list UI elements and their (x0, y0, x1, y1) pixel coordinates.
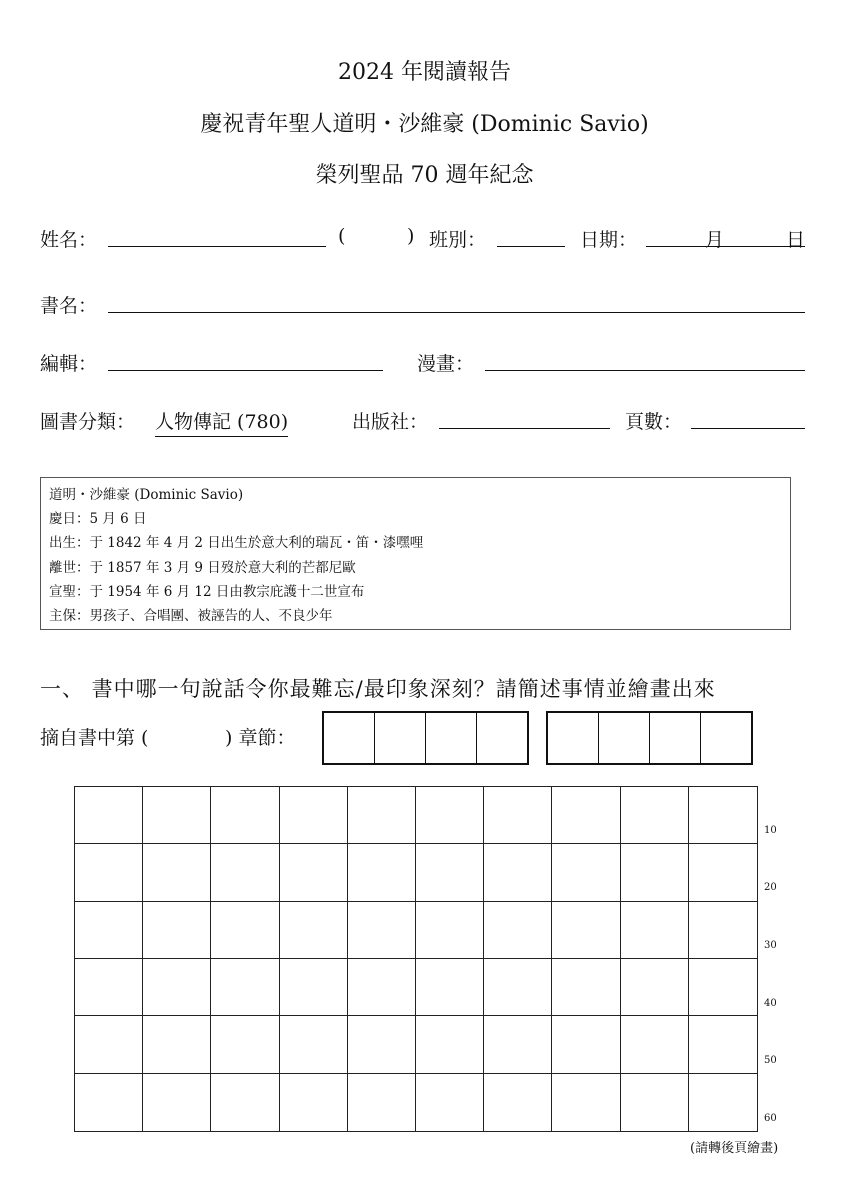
report-anniversary-line: 榮列聖品 70 週年紀念 (315, 163, 534, 188)
category-value: 人物傳記 (780) (155, 407, 288, 437)
grid-cell[interactable] (280, 902, 348, 959)
chapter-prefix: 摘自書中第 ( (40, 727, 149, 749)
date-label: 日期： (580, 229, 638, 251)
chapter-suffix: ) 章節： (225, 727, 296, 749)
chapter-box[interactable] (548, 713, 599, 763)
info-line: 離世：于 1857 年 3 月 9 日歿於意大利的芒都尼歐 (49, 559, 356, 576)
book-title-label: 書名： (40, 295, 98, 317)
chapter-boxes-right (546, 711, 753, 765)
writing-grid (74, 786, 758, 1132)
grid-cell[interactable] (143, 844, 211, 901)
grid-cell[interactable] (552, 787, 620, 844)
question-1-title: 一、 書中哪一句說話令你最難忘/最印象深刻？請簡述事情並繪畫出來 (40, 677, 716, 701)
class-field[interactable] (497, 224, 565, 247)
grid-cell[interactable] (621, 902, 689, 959)
chapter-boxes-left (322, 711, 529, 765)
class-number-paren-open: ( (338, 225, 346, 247)
class-label: 班別： (429, 229, 487, 251)
grid-cell[interactable] (689, 902, 757, 959)
row-number: 40 (764, 998, 777, 1009)
publisher-label: 出版社： (352, 411, 429, 433)
book-title-field[interactable] (108, 290, 805, 313)
grid-cell[interactable] (211, 1016, 279, 1073)
row-number: 30 (764, 940, 777, 951)
grid-cell[interactable] (689, 787, 757, 844)
grid-cell[interactable] (75, 959, 143, 1016)
grid-cell[interactable] (552, 902, 620, 959)
grid-cell[interactable] (75, 844, 143, 901)
row-number: 20 (764, 882, 777, 893)
grid-cell[interactable] (689, 1074, 757, 1131)
grid-cell[interactable] (484, 959, 552, 1016)
grid-cell[interactable] (280, 844, 348, 901)
grid-cell[interactable] (280, 787, 348, 844)
grid-cell[interactable] (552, 1016, 620, 1073)
grid-cell[interactable] (348, 844, 416, 901)
chapter-box[interactable] (324, 713, 375, 763)
grid-cell[interactable] (348, 902, 416, 959)
grid-cell[interactable] (484, 844, 552, 901)
grid-cell[interactable] (348, 959, 416, 1016)
grid-cell[interactable] (484, 902, 552, 959)
grid-cell[interactable] (211, 1074, 279, 1131)
info-line: 出生：于 1842 年 4 月 2 日出生於意大利的瑞瓦・笛・漆嘿哩 (49, 535, 424, 552)
report-subtitle: 慶祝青年聖人道明・沙維豪 (Dominic Savio) (200, 112, 649, 137)
grid-cell[interactable] (143, 959, 211, 1016)
grid-cell[interactable] (143, 1016, 211, 1073)
grid-cell[interactable] (689, 844, 757, 901)
grid-cell[interactable] (143, 902, 211, 959)
grid-cell[interactable] (75, 787, 143, 844)
grid-cell[interactable] (280, 1016, 348, 1073)
grid-cell[interactable] (211, 959, 279, 1016)
row-number: 60 (764, 1113, 777, 1124)
grid-cell[interactable] (75, 902, 143, 959)
grid-cell[interactable] (211, 844, 279, 901)
grid-cell[interactable] (143, 1074, 211, 1131)
grid-cell[interactable] (552, 844, 620, 901)
chapter-box[interactable] (599, 713, 650, 763)
grid-cell[interactable] (621, 959, 689, 1016)
chapter-box[interactable] (426, 713, 477, 763)
grid-cell[interactable] (484, 1074, 552, 1131)
grid-cell[interactable] (621, 844, 689, 901)
saint-info-box (40, 477, 791, 630)
date-field[interactable] (646, 224, 805, 247)
chapter-box[interactable] (650, 713, 701, 763)
info-line: 道明・沙維豪 (Dominic Savio) (49, 487, 244, 503)
grid-cell[interactable] (280, 959, 348, 1016)
grid-cell[interactable] (689, 1016, 757, 1073)
comic-field[interactable] (485, 348, 805, 371)
report-title: 2024 年閱讀報告 (338, 60, 511, 85)
row-number: 50 (764, 1055, 777, 1066)
editor-field[interactable] (108, 348, 383, 371)
grid-cell[interactable] (689, 959, 757, 1016)
grid-cell[interactable] (416, 902, 484, 959)
chapter-box[interactable] (375, 713, 426, 763)
grid-cell[interactable] (416, 1074, 484, 1131)
grid-cell[interactable] (416, 1016, 484, 1073)
grid-cell[interactable] (348, 1016, 416, 1073)
grid-cell[interactable] (348, 1074, 416, 1131)
grid-cell[interactable] (552, 1074, 620, 1131)
grid-cell[interactable] (416, 787, 484, 844)
grid-cell[interactable] (211, 787, 279, 844)
grid-cell[interactable] (416, 844, 484, 901)
grid-cell[interactable] (348, 787, 416, 844)
footer-note: (請轉後頁繪畫) (690, 1141, 779, 1156)
grid-cell[interactable] (211, 902, 279, 959)
pages-label: 頁數： (625, 411, 683, 433)
grid-cell[interactable] (621, 787, 689, 844)
name-field[interactable] (108, 224, 326, 247)
grid-cell[interactable] (621, 1016, 689, 1073)
grid-cell[interactable] (484, 1016, 552, 1073)
day-label: 日 (786, 229, 806, 251)
class-number-paren-close: ) (407, 225, 415, 247)
name-label: 姓名： (40, 229, 98, 251)
grid-cell[interactable] (143, 787, 211, 844)
grid-cell[interactable] (280, 1074, 348, 1131)
info-line: 主保：男孩子、合唱團、被誣告的人、不良少年 (49, 608, 333, 625)
info-line: 宣聖：于 1954 年 6 月 12 日由教宗庇護十二世宣布 (49, 583, 365, 600)
category-label: 圖書分類： (40, 411, 136, 433)
editor-label: 編輯： (40, 353, 98, 375)
grid-cell[interactable] (416, 959, 484, 1016)
chapter-box[interactable] (477, 713, 527, 763)
comic-label: 漫畫： (417, 353, 475, 375)
month-label: 月 (705, 229, 725, 251)
chapter-box[interactable] (701, 713, 751, 763)
grid-cell[interactable] (75, 1074, 143, 1131)
publisher-field[interactable] (439, 406, 610, 429)
grid-cell[interactable] (75, 1016, 143, 1073)
info-line: 慶日：5 月 6 日 (49, 511, 147, 528)
grid-cell[interactable] (484, 787, 552, 844)
grid-cell[interactable] (552, 959, 620, 1016)
row-number: 10 (764, 825, 777, 836)
pages-field[interactable] (691, 406, 805, 429)
grid-cell[interactable] (621, 1074, 689, 1131)
